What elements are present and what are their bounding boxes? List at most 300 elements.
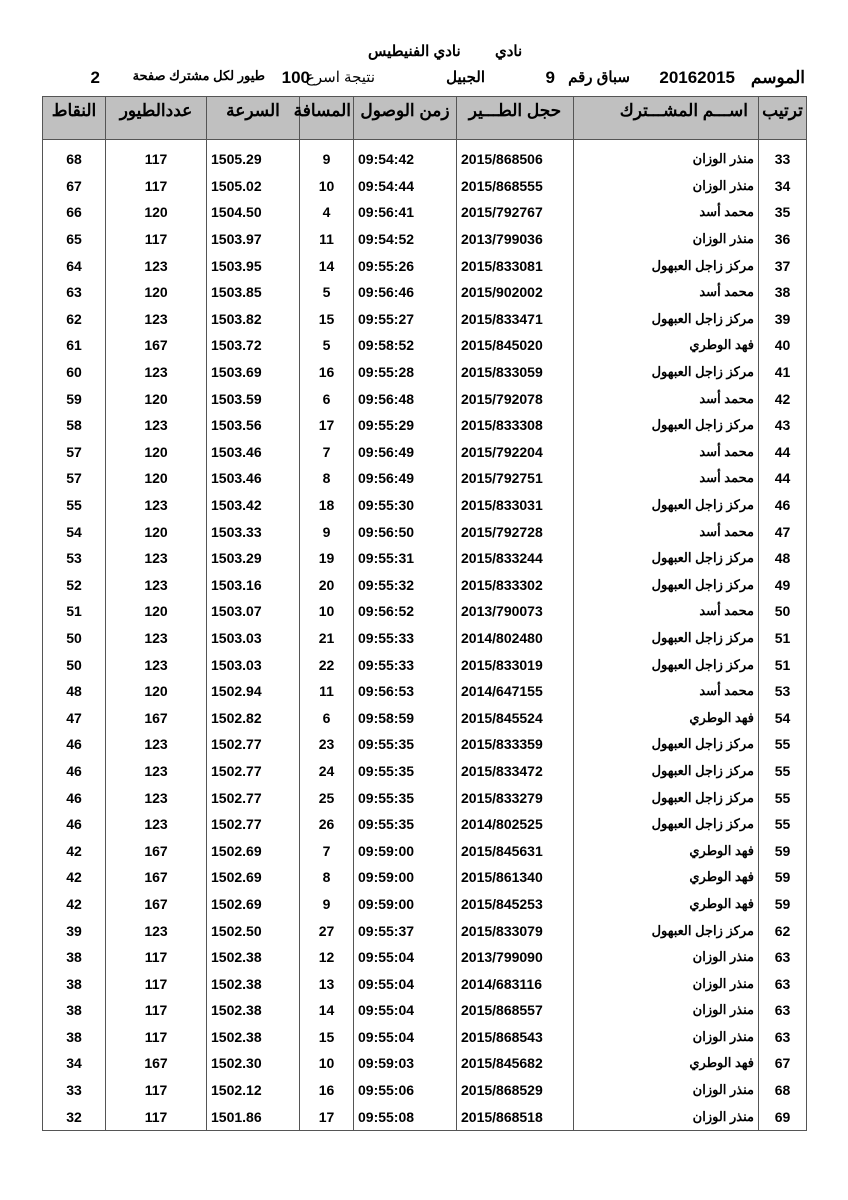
cell-ring-number: 2015/792751 (457, 465, 574, 492)
cell-points: 62 (43, 306, 106, 333)
cell-speed: 1502.77 (207, 811, 300, 838)
cell-member-name: مركز زاجل العبهول (574, 651, 759, 678)
table-row (43, 731, 807, 758)
cell-ring-number: 2015/833079 (457, 917, 574, 944)
cell-bird-count: 123 (106, 306, 207, 333)
cell-ring-number: 2015/845631 (457, 837, 574, 864)
cell-ring-number: 2015/833081 (457, 252, 574, 279)
cell-arrival-time: 09:54:42 (354, 146, 457, 173)
cell-member-name: منذر الوزان (574, 1024, 759, 1051)
cell-distance: 27 (300, 917, 354, 944)
cell-member-name: مركز زاجل العبهول (574, 811, 759, 838)
table-row (43, 678, 807, 705)
cell-distance: 9 (300, 891, 354, 918)
cell-points: 55 (43, 492, 106, 519)
cell-rank: 41 (759, 359, 807, 386)
cell-distance: 9 (300, 518, 354, 545)
cell-points: 64 (43, 252, 106, 279)
cell-arrival-time: 09:56:48 (354, 385, 457, 412)
cell-distance: 7 (300, 439, 354, 466)
cell-speed: 1503.69 (207, 359, 300, 386)
cell-bird-count: 120 (106, 678, 207, 705)
cell-bird-count: 167 (106, 837, 207, 864)
cell-member-name: منذر الوزان (574, 997, 759, 1024)
cell-distance: 25 (300, 784, 354, 811)
cell-speed: 1503.29 (207, 545, 300, 572)
cell-points: 39 (43, 917, 106, 944)
cell-bird-count: 123 (106, 784, 207, 811)
cell-points: 53 (43, 545, 106, 572)
cell-ring-number: 2014/683116 (457, 970, 574, 997)
cell-speed: 1503.07 (207, 598, 300, 625)
cell-points: 68 (43, 146, 106, 173)
cell-speed: 1502.12 (207, 1077, 300, 1104)
cell-distance: 19 (300, 545, 354, 572)
cell-speed: 1503.46 (207, 465, 300, 492)
cell-rank: 48 (759, 545, 807, 572)
cell-distance: 10 (300, 1050, 354, 1077)
cell-points: 46 (43, 758, 106, 785)
race-number: 9 (545, 68, 555, 87)
cell-bird-count: 123 (106, 625, 207, 652)
table-row (43, 359, 807, 386)
cell-member-name: فهد الوطري (574, 864, 759, 891)
table-row (43, 837, 807, 864)
cell-ring-number: 2015/845524 (457, 704, 574, 731)
table-row (43, 1103, 807, 1130)
table-row (43, 598, 807, 625)
table-row (43, 306, 807, 333)
cell-arrival-time: 09:55:35 (354, 811, 457, 838)
cell-rank: 59 (759, 891, 807, 918)
cell-arrival-time: 09:55:04 (354, 1024, 457, 1051)
cell-points: 32 (43, 1103, 106, 1130)
cell-arrival-time: 09:55:33 (354, 651, 457, 678)
cell-bird-count: 123 (106, 252, 207, 279)
cell-member-name: محمد أسد (574, 598, 759, 625)
cell-distance: 6 (300, 704, 354, 731)
cell-bird-count: 167 (106, 891, 207, 918)
cell-bird-count: 167 (106, 704, 207, 731)
cell-arrival-time: 09:55:27 (354, 306, 457, 333)
cell-bird-count: 120 (106, 465, 207, 492)
cell-bird-count: 120 (106, 279, 207, 306)
cell-rank: 39 (759, 306, 807, 333)
cell-bird-count: 167 (106, 1050, 207, 1077)
cell-ring-number: 2015/833308 (457, 412, 574, 439)
cell-distance: 15 (300, 1024, 354, 1051)
table-row (43, 572, 807, 599)
cell-points: 46 (43, 811, 106, 838)
cell-rank: 55 (759, 731, 807, 758)
cell-arrival-time: 09:54:44 (354, 173, 457, 200)
table-row (43, 465, 807, 492)
cell-points: 57 (43, 439, 106, 466)
cell-distance: 16 (300, 1077, 354, 1104)
cell-member-name: مركز زاجل العبهول (574, 252, 759, 279)
cell-bird-count: 120 (106, 199, 207, 226)
cell-speed: 1502.50 (207, 917, 300, 944)
cell-rank: 46 (759, 492, 807, 519)
cell-ring-number: 2015/868557 (457, 997, 574, 1024)
cell-distance: 21 (300, 625, 354, 652)
cell-ring-number: 2015/833471 (457, 306, 574, 333)
cell-bird-count: 117 (106, 970, 207, 997)
cell-speed: 1502.77 (207, 758, 300, 785)
cell-distance: 5 (300, 332, 354, 359)
cell-ring-number: 2013/799090 (457, 944, 574, 971)
table-row (43, 970, 807, 997)
cell-arrival-time: 09:55:32 (354, 572, 457, 599)
cell-ring-number: 2015/792728 (457, 518, 574, 545)
cell-member-name: منذر الوزان (574, 1103, 759, 1130)
cell-rank: 59 (759, 837, 807, 864)
cell-member-name: مركز زاجل العبهول (574, 758, 759, 785)
cell-bird-count: 123 (106, 412, 207, 439)
cell-rank: 37 (759, 252, 807, 279)
cell-speed: 1502.38 (207, 997, 300, 1024)
cell-arrival-time: 09:55:29 (354, 412, 457, 439)
cell-ring-number: 2015/833031 (457, 492, 574, 519)
cell-distance: 15 (300, 306, 354, 333)
cell-speed: 1505.02 (207, 173, 300, 200)
cell-member-name: محمد أسد (574, 465, 759, 492)
table-row (43, 518, 807, 545)
per-member-label: طيور لكل مشترك صفحة (132, 68, 265, 83)
cell-rank: 55 (759, 784, 807, 811)
cell-bird-count: 120 (106, 598, 207, 625)
cell-arrival-time: 09:55:06 (354, 1077, 457, 1104)
cell-points: 47 (43, 704, 106, 731)
cell-member-name: مركز زاجل العبهول (574, 359, 759, 386)
col-name: اســـم المشـــترك (574, 97, 759, 140)
cell-member-name: مركز زاجل العبهول (574, 306, 759, 333)
cell-points: 42 (43, 891, 106, 918)
table-row (43, 1050, 807, 1077)
cell-speed: 1502.38 (207, 944, 300, 971)
cell-speed: 1503.03 (207, 651, 300, 678)
cell-ring-number: 2015/868506 (457, 146, 574, 173)
cell-rank: 55 (759, 758, 807, 785)
table-row (43, 891, 807, 918)
cell-distance: 24 (300, 758, 354, 785)
table-row (43, 784, 807, 811)
cell-ring-number: 2015/792204 (457, 439, 574, 466)
cell-rank: 53 (759, 678, 807, 705)
table-row (43, 1024, 807, 1051)
cell-arrival-time: 09:58:59 (354, 704, 457, 731)
cell-rank: 33 (759, 146, 807, 173)
table-row (43, 917, 807, 944)
cell-member-name: منذر الوزان (574, 146, 759, 173)
cell-points: 57 (43, 465, 106, 492)
cell-points: 61 (43, 332, 106, 359)
season-value: 20162015 (659, 68, 735, 87)
cell-bird-count: 123 (106, 545, 207, 572)
table-row (43, 146, 807, 173)
cell-member-name: فهد الوطري (574, 837, 759, 864)
cell-bird-count: 117 (106, 173, 207, 200)
cell-points: 38 (43, 970, 106, 997)
cell-member-name: محمد أسد (574, 385, 759, 412)
club-label: نادي (495, 43, 523, 60)
cell-speed: 1501.86 (207, 1103, 300, 1130)
cell-arrival-time: 09:56:41 (354, 199, 457, 226)
cell-ring-number: 2015/845682 (457, 1050, 574, 1077)
cell-member-name: مركز زاجل العبهول (574, 731, 759, 758)
cell-speed: 1502.77 (207, 731, 300, 758)
table-row (43, 332, 807, 359)
cell-member-name: مركز زاجل العبهول (574, 625, 759, 652)
table-row (43, 492, 807, 519)
cell-rank: 35 (759, 199, 807, 226)
cell-points: 67 (43, 173, 106, 200)
cell-bird-count: 117 (106, 1077, 207, 1104)
cell-ring-number: 2014/802525 (457, 811, 574, 838)
cell-bird-count: 117 (106, 997, 207, 1024)
cell-member-name: محمد أسد (574, 279, 759, 306)
cell-arrival-time: 09:56:46 (354, 279, 457, 306)
cell-arrival-time: 09:55:35 (354, 784, 457, 811)
cell-speed: 1503.97 (207, 226, 300, 253)
cell-ring-number: 2015/833019 (457, 651, 574, 678)
cell-member-name: منذر الوزان (574, 970, 759, 997)
cell-speed: 1502.30 (207, 1050, 300, 1077)
table-row (43, 997, 807, 1024)
cell-points: 63 (43, 279, 106, 306)
cell-distance: 8 (300, 864, 354, 891)
cell-bird-count: 123 (106, 492, 207, 519)
cell-rank: 59 (759, 864, 807, 891)
table-row (43, 704, 807, 731)
cell-bird-count: 123 (106, 572, 207, 599)
cell-rank: 62 (759, 917, 807, 944)
cell-bird-count: 123 (106, 917, 207, 944)
results-table (42, 96, 807, 1131)
cell-speed: 1503.03 (207, 625, 300, 652)
col-distance: المسافة (300, 97, 354, 140)
cell-speed: 1502.82 (207, 704, 300, 731)
cell-member-name: مركز زاجل العبهول (574, 572, 759, 599)
table-row (43, 199, 807, 226)
cell-rank: 51 (759, 651, 807, 678)
table-row (43, 1077, 807, 1104)
cell-member-name: منذر الوزان (574, 226, 759, 253)
cell-speed: 1502.77 (207, 784, 300, 811)
cell-arrival-time: 09:55:37 (354, 917, 457, 944)
cell-points: 51 (43, 598, 106, 625)
cell-arrival-time: 09:59:00 (354, 891, 457, 918)
table-row (43, 545, 807, 572)
col-arrival: زمن الوصول (354, 97, 457, 140)
cell-ring-number: 2015/902002 (457, 279, 574, 306)
cell-distance: 10 (300, 173, 354, 200)
cell-distance: 10 (300, 598, 354, 625)
table-row (43, 811, 807, 838)
table-row (43, 439, 807, 466)
cell-speed: 1502.69 (207, 891, 300, 918)
cell-rank: 67 (759, 1050, 807, 1077)
table-row (43, 651, 807, 678)
cell-bird-count: 117 (106, 1024, 207, 1051)
cell-rank: 44 (759, 465, 807, 492)
cell-bird-count: 120 (106, 385, 207, 412)
cell-arrival-time: 09:55:28 (354, 359, 457, 386)
cell-member-name: محمد أسد (574, 678, 759, 705)
cell-ring-number: 2013/790073 (457, 598, 574, 625)
season-label: الموسم (750, 68, 805, 87)
cell-speed: 1503.42 (207, 492, 300, 519)
cell-distance: 17 (300, 1103, 354, 1130)
cell-arrival-time: 09:55:35 (354, 758, 457, 785)
cell-member-name: محمد أسد (574, 199, 759, 226)
cell-speed: 1503.72 (207, 332, 300, 359)
cell-speed: 1505.29 (207, 146, 300, 173)
cell-points: 46 (43, 731, 106, 758)
cell-arrival-time: 09:56:50 (354, 518, 457, 545)
cell-bird-count: 123 (106, 651, 207, 678)
cell-points: 54 (43, 518, 106, 545)
cell-points: 50 (43, 651, 106, 678)
cell-rank: 63 (759, 1024, 807, 1051)
cell-bird-count: 123 (106, 731, 207, 758)
cell-distance: 14 (300, 997, 354, 1024)
cell-distance: 23 (300, 731, 354, 758)
cell-member-name: مركز زاجل العبهول (574, 917, 759, 944)
cell-ring-number: 2015/833472 (457, 758, 574, 785)
cell-arrival-time: 09:58:52 (354, 332, 457, 359)
cell-points: 59 (43, 385, 106, 412)
cell-bird-count: 117 (106, 226, 207, 253)
cell-speed: 1502.38 (207, 970, 300, 997)
table-row (43, 279, 807, 306)
cell-speed: 1503.16 (207, 572, 300, 599)
cell-points: 34 (43, 1050, 106, 1077)
cell-arrival-time: 09:55:35 (354, 731, 457, 758)
cell-ring-number: 2015/833359 (457, 731, 574, 758)
cell-ring-number: 2015/833302 (457, 572, 574, 599)
cell-rank: 42 (759, 385, 807, 412)
cell-points: 60 (43, 359, 106, 386)
cell-rank: 49 (759, 572, 807, 599)
cell-member-name: مركز زاجل العبهول (574, 492, 759, 519)
cell-member-name: فهد الوطري (574, 891, 759, 918)
table-row (43, 625, 807, 652)
race-label: سباق رقم (568, 69, 630, 86)
cell-rank: 40 (759, 332, 807, 359)
cell-rank: 63 (759, 997, 807, 1024)
cell-member-name: فهد الوطري (574, 1050, 759, 1077)
cell-rank: 51 (759, 625, 807, 652)
cell-speed: 1503.56 (207, 412, 300, 439)
cell-arrival-time: 09:59:00 (354, 864, 457, 891)
cell-distance: 17 (300, 412, 354, 439)
fastest-count: 100 (281, 68, 310, 87)
cell-member-name: مركز زاجل العبهول (574, 412, 759, 439)
club-name: نادي الفنيطيس (368, 43, 461, 60)
col-ring: حجل الطـــير (457, 97, 574, 140)
cell-ring-number: 2013/799036 (457, 226, 574, 253)
club-line (360, 42, 560, 64)
cell-points: 42 (43, 837, 106, 864)
cell-distance: 22 (300, 651, 354, 678)
cell-arrival-time: 09:56:49 (354, 439, 457, 466)
cell-ring-number: 2015/861340 (457, 864, 574, 891)
cell-member-name: فهد الوطري (574, 704, 759, 731)
cell-rank: 63 (759, 970, 807, 997)
table-row (43, 944, 807, 971)
cell-arrival-time: 09:55:04 (354, 970, 457, 997)
cell-rank: 36 (759, 226, 807, 253)
cell-rank: 44 (759, 439, 807, 466)
cell-bird-count: 117 (106, 146, 207, 173)
cell-bird-count: 167 (106, 332, 207, 359)
cell-distance: 7 (300, 837, 354, 864)
cell-ring-number: 2015/833279 (457, 784, 574, 811)
cell-rank: 54 (759, 704, 807, 731)
cell-arrival-time: 09:55:04 (354, 944, 457, 971)
cell-points: 48 (43, 678, 106, 705)
cell-arrival-time: 09:56:52 (354, 598, 457, 625)
cell-arrival-time: 09:55:31 (354, 545, 457, 572)
table-row (43, 252, 807, 279)
cell-distance: 4 (300, 199, 354, 226)
cell-points: 38 (43, 997, 106, 1024)
cell-distance: 14 (300, 252, 354, 279)
table-row (43, 226, 807, 253)
cell-arrival-time: 09:55:04 (354, 997, 457, 1024)
cell-rank: 63 (759, 944, 807, 971)
cell-ring-number: 2015/833059 (457, 359, 574, 386)
cell-distance: 12 (300, 944, 354, 971)
cell-arrival-time: 09:56:49 (354, 465, 457, 492)
cell-points: 33 (43, 1077, 106, 1104)
cell-distance: 9 (300, 146, 354, 173)
cell-points: 38 (43, 1024, 106, 1051)
location: الجبيل (446, 69, 485, 86)
cell-member-name: منذر الوزان (574, 1077, 759, 1104)
col-birds: عددالطيور (106, 97, 207, 140)
cell-bird-count: 167 (106, 864, 207, 891)
cell-points: 52 (43, 572, 106, 599)
cell-member-name: مركز زاجل العبهول (574, 545, 759, 572)
cell-rank: 69 (759, 1103, 807, 1130)
col-points: النقاط (43, 97, 106, 140)
cell-ring-number: 2015/845253 (457, 891, 574, 918)
cell-points: 65 (43, 226, 106, 253)
cell-bird-count: 123 (106, 758, 207, 785)
cell-speed: 1503.33 (207, 518, 300, 545)
cell-distance: 5 (300, 279, 354, 306)
cell-distance: 11 (300, 678, 354, 705)
cell-distance: 13 (300, 970, 354, 997)
col-speed: السرعة (207, 97, 300, 140)
cell-distance: 8 (300, 465, 354, 492)
race-info (40, 68, 805, 92)
col-rank: ترتيب (759, 97, 807, 140)
cell-speed: 1503.82 (207, 306, 300, 333)
table-row (43, 173, 807, 200)
cell-member-name: محمد أسد (574, 518, 759, 545)
cell-ring-number: 2015/868555 (457, 173, 574, 200)
cell-rank: 43 (759, 412, 807, 439)
cell-rank: 34 (759, 173, 807, 200)
table-row (43, 864, 807, 891)
cell-points: 46 (43, 784, 106, 811)
cell-arrival-time: 09:56:53 (354, 678, 457, 705)
cell-arrival-time: 09:54:52 (354, 226, 457, 253)
cell-points: 50 (43, 625, 106, 652)
